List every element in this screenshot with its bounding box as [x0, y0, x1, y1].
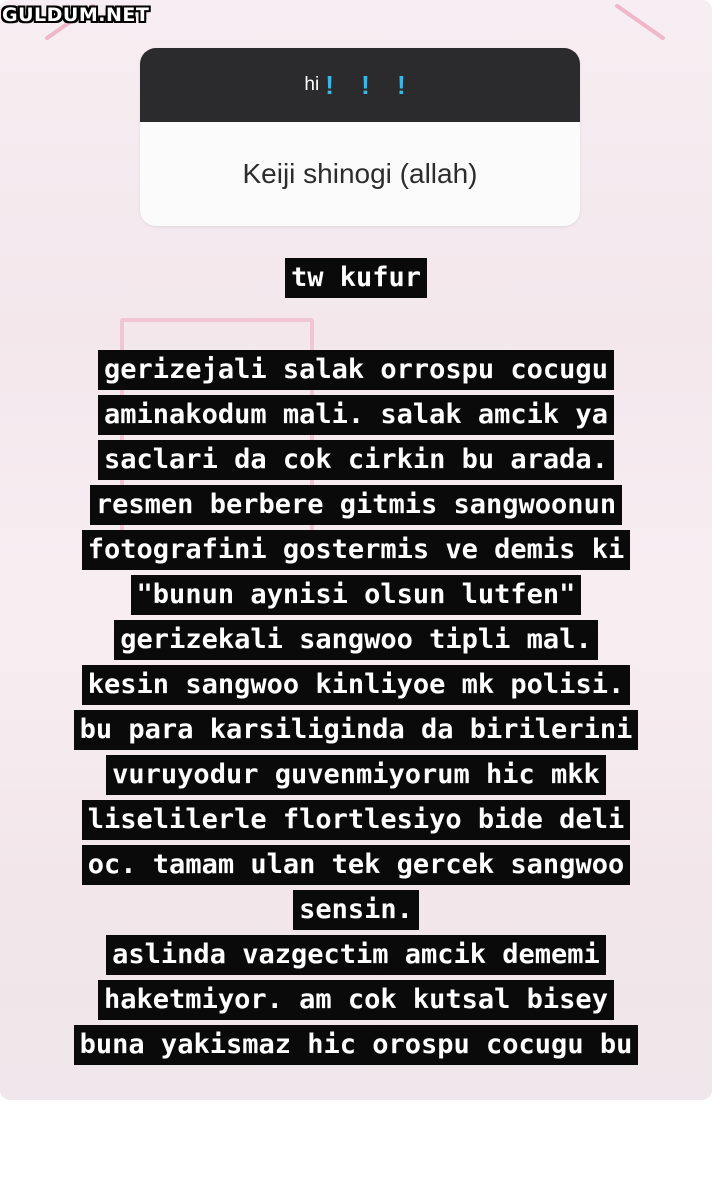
text-line: [0, 575, 712, 620]
text-line-label: oc. tamam ulan tek gercek sangwoo: [82, 845, 630, 885]
text-line-label: saclari da cok cirkin bu arada.: [98, 440, 614, 480]
text-line-label: aminakodum mali. salak amcik ya: [98, 395, 614, 435]
text-line: [0, 350, 712, 395]
question-sticker[interactable]: [140, 48, 580, 226]
text-line-label: vuruyodur guvenmiyorum hic mkk: [106, 755, 606, 795]
text-line: [0, 258, 712, 303]
text-line-label: haketmiyor. am cok kutsal bisey: [98, 980, 614, 1020]
text-line: [0, 980, 712, 1025]
question-emphasis: ! ! !: [325, 69, 416, 100]
text-line-label: buna yakismaz hic orospu cocugu bu: [74, 1025, 639, 1065]
text-line: [0, 395, 712, 440]
question-prompt: hi: [304, 74, 320, 95]
text-line-label: resmen berbere gitmis sangwoonun: [90, 485, 622, 525]
text-line: [0, 620, 712, 665]
text-line-label: liselilerle flortlesiyo bide deli: [82, 800, 630, 840]
text-line: [0, 845, 712, 890]
text-line-label: "bunun aynisi olsun lutfen": [131, 575, 582, 615]
text-line: [0, 800, 712, 845]
text-line: [0, 710, 712, 755]
background-decoration: [614, 3, 665, 41]
text-line: [0, 935, 712, 980]
text-line-label: sensin.: [293, 890, 419, 930]
text-line-label: fotografini gostermis ve demis ki: [82, 530, 630, 570]
site-watermark: GULDUM.NET: [2, 4, 150, 26]
text-line-label: gerizejali salak orrospu cocugu: [98, 350, 614, 390]
text-line: [0, 665, 712, 710]
text-line-label: bu para karsiliginda da birilerini: [74, 710, 639, 750]
text-line: [0, 755, 712, 800]
text-line: [0, 890, 712, 935]
text-line-label: tw kufur: [285, 258, 427, 298]
text-line: [0, 485, 712, 530]
text-line: [0, 530, 712, 575]
text-line: [0, 440, 712, 485]
question-answer: Keiji shinogi (allah): [242, 158, 478, 189]
question-header: [140, 48, 580, 122]
text-line: [0, 1025, 712, 1070]
text-line-label: kesin sangwoo kinliyoe mk polisi.: [82, 665, 630, 705]
text-line-label: gerizekali sangwoo tipli mal.: [114, 620, 597, 660]
text-line-label: aslinda vazgectim amcik dememi: [106, 935, 606, 975]
